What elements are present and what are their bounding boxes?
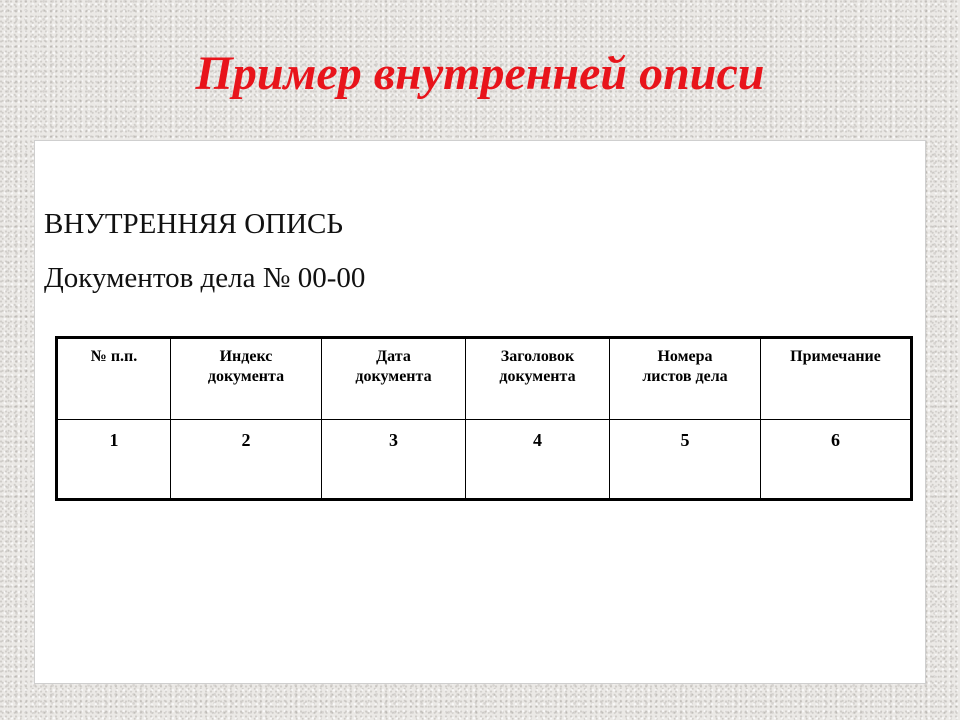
inventory-table [55, 336, 913, 501]
column-header-title [466, 338, 610, 420]
column-header-line1: Индекс [219, 348, 273, 365]
column-header-line2: документа [207, 368, 285, 385]
document-panel [34, 140, 926, 684]
case-documents-heading: Документов дела № 00-00 [44, 262, 366, 294]
column-header-number [57, 338, 171, 420]
column-header-sheet-numbers [610, 338, 761, 420]
column-header-date [322, 338, 466, 420]
table-cell-number: 1 [57, 420, 171, 500]
slide-title: Пример внутренней описи [195, 47, 765, 100]
table-cell-date: 3 [322, 420, 466, 500]
table-cell-sheet-numbers: 5 [610, 420, 761, 500]
column-header-note [761, 338, 912, 420]
column-header-line2: документа [499, 368, 576, 385]
column-header-line1: Примечание [790, 348, 881, 365]
column-header-line2: документа [355, 368, 432, 385]
inventory-heading: ВНУТРЕННЯЯ ОПИСЬ [44, 208, 344, 240]
column-header-line1: № п.п. [90, 348, 138, 365]
column-header-line1: Заголовок [500, 348, 575, 365]
table-cell-index: 2 [171, 420, 322, 500]
column-header-line1: Дата [376, 348, 411, 365]
column-header-index [171, 338, 322, 420]
table-header-row [57, 338, 912, 420]
table-cell-title: 4 [466, 420, 610, 500]
table-cell-note: 6 [761, 420, 912, 500]
table-row [57, 420, 912, 500]
column-header-line2: листов дела [642, 368, 728, 385]
column-header-line1: Номера [657, 348, 713, 365]
